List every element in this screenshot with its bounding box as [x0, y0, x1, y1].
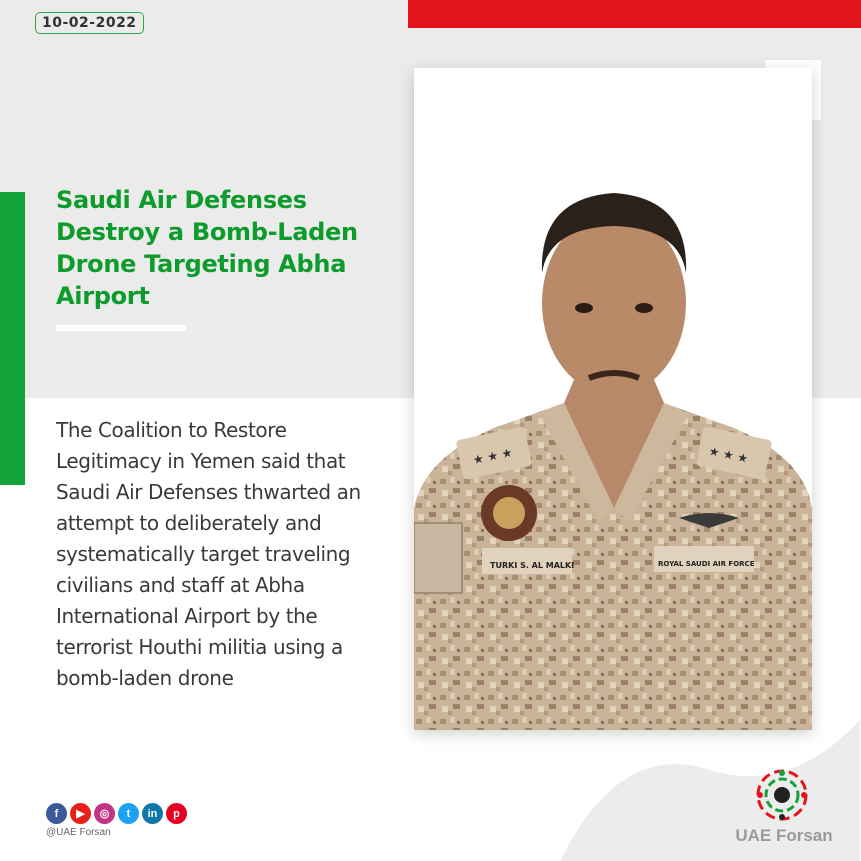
body-text: The Coalition to Restore Legitimacy in Yemen said that Saudi Air Defenses thwarted an attempt to deliberately and systematically target traveling civilians and staff at Abha International Airport by the terrorist Houthi militia using a bomb-laden drone: [56, 418, 361, 690]
headline-underline: [56, 325, 186, 331]
officer-photo: [414, 68, 812, 730]
green-accent-bar: [0, 192, 25, 485]
svg-text:★ ★ ★: ★ ★ ★: [471, 445, 514, 468]
uae-forsan-logo: [752, 765, 812, 825]
youtube-icon[interactable]: ▶: [70, 803, 91, 824]
social-icons: [46, 803, 187, 824]
unit-tag: ROYAL SAUDI AIR FORCE: [658, 560, 755, 568]
social-handle: @UAE Forsan: [46, 827, 111, 838]
red-accent-bar: [408, 0, 861, 28]
svg-text:★ ★ ★: ★ ★ ★: [707, 443, 750, 466]
officer-portrait-illustration: [414, 68, 812, 730]
headline: Saudi Air Defenses Destroy a Bomb-Laden Drone Targeting Abha Airport: [56, 186, 358, 310]
linkedin-icon[interactable]: in: [142, 803, 163, 824]
facebook-icon[interactable]: f: [46, 803, 67, 824]
instagram-icon[interactable]: ◎: [94, 803, 115, 824]
pinterest-icon[interactable]: p: [166, 803, 187, 824]
date-badge: 10-02-2022: [35, 12, 144, 34]
name-tag: TURKI S. AL MALKI: [490, 561, 575, 570]
brand-name: UAE Forsan: [735, 826, 833, 845]
twitter-icon[interactable]: t: [118, 803, 139, 824]
